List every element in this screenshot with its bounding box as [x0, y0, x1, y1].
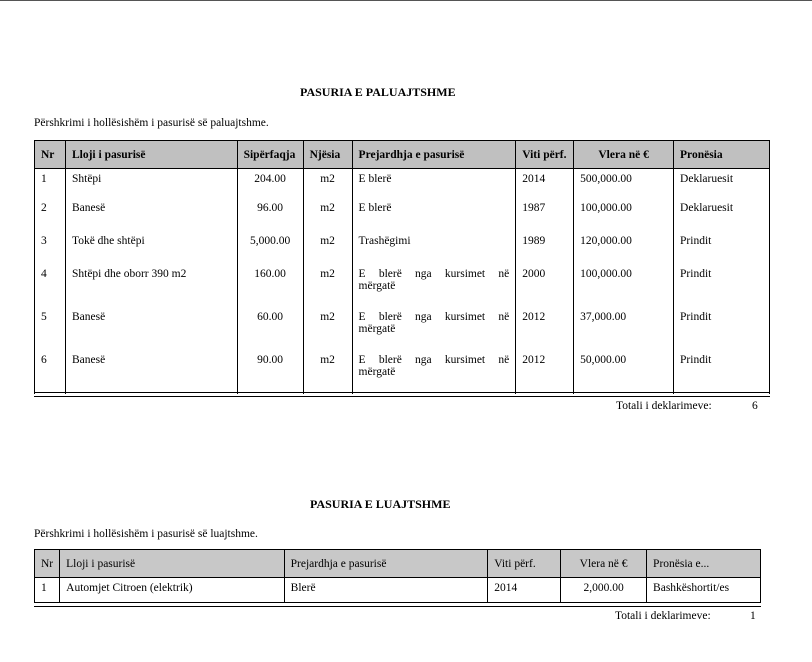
cell-value: 100,000.00 — [574, 264, 674, 307]
cell-owner: Prindit — [674, 231, 770, 264]
cell-nr: 3 — [35, 231, 66, 264]
col-header-nr: Nr — [35, 141, 66, 169]
col-header-owner: Pronësia e... — [647, 550, 761, 578]
cell-year: 2014 — [516, 169, 574, 198]
table-bottom-rule — [34, 392, 770, 393]
cell-type: Shtëpi — [65, 169, 237, 198]
cell-unit: m2 — [303, 307, 352, 350]
cell-area: 5,000.00 — [237, 231, 303, 264]
cell-origin — [352, 264, 516, 307]
col-header-unit: Njësia — [303, 141, 352, 169]
immovable-total-label: Totali i deklarimeve: — [616, 400, 712, 412]
cell-value: 500,000.00 — [574, 169, 674, 198]
table-bottom-rule-2 — [34, 606, 761, 607]
cell-origin — [352, 307, 516, 350]
cell-value: 50,000.00 — [574, 350, 674, 394]
page-top-border — [0, 0, 812, 1]
col-header-origin: Prejardhja e pasurisë — [284, 550, 488, 578]
col-header-value: Vlera në € — [561, 550, 647, 578]
cell-nr: 1 — [35, 169, 66, 198]
cell-area: 160.00 — [237, 264, 303, 307]
immovable-subtitle: Përshkrimi i hollësishëm i pasurisë së paluajtshme. — [34, 117, 269, 129]
cell-unit: m2 — [303, 231, 352, 264]
cell-year: 1987 — [516, 198, 574, 231]
immovable-total-value: 6 — [752, 400, 758, 412]
movable-total-value: 1 — [750, 610, 756, 622]
cell-value: 37,000.00 — [574, 307, 674, 350]
cell-origin — [352, 350, 516, 394]
table-row — [35, 350, 770, 394]
cell-owner: Bashkëshortit/es — [647, 578, 761, 603]
cell-area: 90.00 — [237, 350, 303, 394]
cell-origin-line2: mërgatë — [358, 279, 396, 292]
table-row — [35, 231, 770, 264]
table-row — [35, 264, 770, 307]
table-bottom-rule-2 — [34, 396, 770, 397]
cell-nr: 4 — [35, 264, 66, 307]
cell-value: 120,000.00 — [574, 231, 674, 264]
movable-table — [34, 549, 761, 602]
cell-nr: 1 — [35, 578, 60, 603]
table-header-row — [35, 550, 761, 578]
col-header-origin: Prejardhja e pasurisë — [352, 141, 516, 169]
movable-title: PASURIA E LUAJTSHME — [310, 497, 451, 511]
cell-origin-line1: E blerë nga kursimet në — [358, 267, 510, 280]
immovable-title: PASURIA E PALUAJTSHME — [300, 85, 456, 99]
table-row — [35, 578, 761, 603]
cell-nr: 6 — [35, 350, 66, 394]
cell-type: Shtëpi dhe oborr 390 m2 — [65, 264, 237, 307]
cell-year: 2012 — [516, 307, 574, 350]
col-header-value: Vlera në € — [574, 141, 674, 169]
cell-type: Banesë — [65, 198, 237, 231]
cell-origin — [352, 169, 516, 198]
cell-origin-line2: mërgatë — [358, 365, 396, 378]
cell-value: 100,000.00 — [574, 198, 674, 231]
col-header-nr: Nr — [35, 550, 60, 578]
cell-value: 2,000.00 — [561, 578, 647, 603]
col-header-type: Lloji i pasurisë — [60, 550, 285, 578]
table-row — [35, 169, 770, 198]
col-header-owner: Pronësia — [674, 141, 770, 169]
cell-origin: Blerë — [284, 578, 488, 603]
cell-origin-line1: E blerë nga kursimet në — [358, 310, 510, 323]
cell-area: 60.00 — [237, 307, 303, 350]
cell-owner: Prindit — [674, 350, 770, 394]
cell-owner: Prindit — [674, 264, 770, 307]
cell-year: 2000 — [516, 264, 574, 307]
cell-origin — [352, 231, 516, 264]
cell-unit: m2 — [303, 350, 352, 394]
cell-type: Banesë — [65, 350, 237, 394]
col-header-year: Viti përf. — [516, 141, 574, 169]
cell-year: 1989 — [516, 231, 574, 264]
cell-type: Automjet Citroen (elektrik) — [60, 578, 285, 603]
cell-year: 2012 — [516, 350, 574, 394]
cell-type: Tokë dhe shtëpi — [65, 231, 237, 264]
cell-year: 2014 — [488, 578, 561, 603]
cell-nr: 5 — [35, 307, 66, 350]
cell-unit: m2 — [303, 264, 352, 307]
immovable-table — [34, 140, 770, 394]
cell-origin-line1: Trashëgimi — [358, 234, 411, 247]
cell-owner: Prindit — [674, 307, 770, 350]
cell-origin-line1: E blerë nga kursimet në — [358, 353, 510, 366]
col-header-year: Viti përf. — [488, 550, 561, 578]
cell-unit: m2 — [303, 198, 352, 231]
cell-unit: m2 — [303, 169, 352, 198]
cell-owner: Deklaruesit — [674, 198, 770, 231]
cell-nr: 2 — [35, 198, 66, 231]
movable-subtitle: Përshkrimi i hollësishëm i pasurisë së luajtshme. — [34, 528, 258, 540]
col-header-type: Lloji i pasurisë — [65, 141, 237, 169]
col-header-area: Sipërfaqja — [237, 141, 303, 169]
cell-origin-line1: E blerë — [358, 201, 392, 214]
cell-origin-line1: E blerë — [358, 173, 392, 185]
cell-origin — [352, 198, 516, 231]
cell-area: 204.00 — [237, 169, 303, 198]
table-header-row — [35, 141, 770, 169]
movable-total-label: Totali i deklarimeve: — [615, 610, 711, 622]
cell-owner: Deklaruesit — [674, 169, 770, 198]
table-row — [35, 307, 770, 350]
cell-origin-line2: mërgatë — [358, 322, 396, 335]
table-row — [35, 198, 770, 231]
cell-area: 96.00 — [237, 198, 303, 231]
cell-type: Banesë — [65, 307, 237, 350]
table-bottom-rule — [34, 602, 761, 603]
